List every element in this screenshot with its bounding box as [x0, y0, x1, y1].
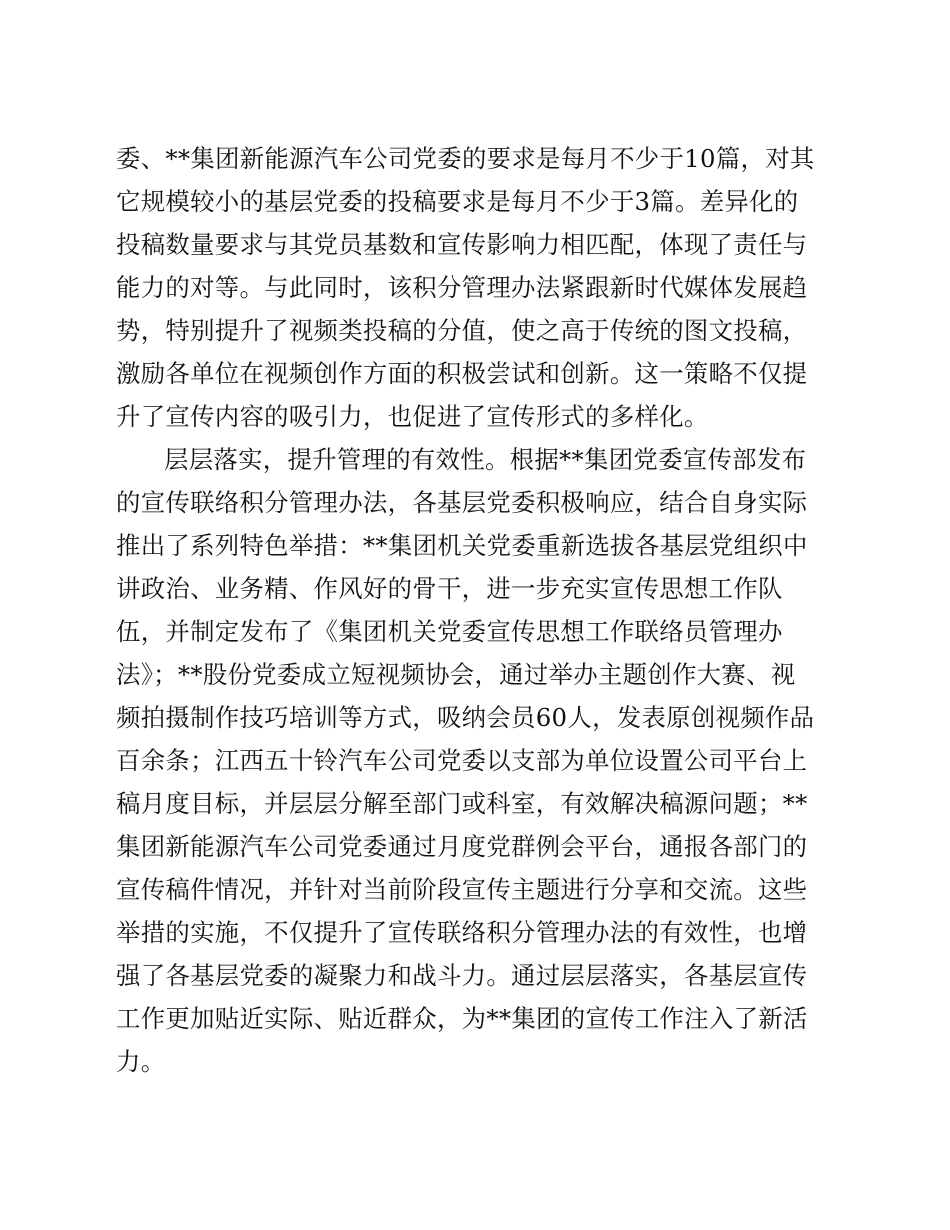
text-line: 强了各基层党委的凝聚力和战斗力。通过层层落实，各基层宣传	[116, 961, 808, 990]
text-line: 的宣传联络积分管理办法，各基层党委积极响应，结合自身实际	[116, 488, 808, 517]
text-line: 委、**集团新能源汽车公司党委的要求是每月不少于10篇，对其	[116, 144, 815, 173]
text-line: 工作更加贴近实际、贴近群众，为**集团的宣传工作注入了新活	[116, 1004, 808, 1033]
text-line: 法》；**股份党委成立短视频协会，通过举办主题创作大赛、视	[116, 660, 796, 689]
text-line: 讲政治、业务精、作风好的骨干，进一步充实宣传思想工作队	[116, 574, 783, 603]
text-line: 升了宣传内容的吸引力，也促进了宣传形式的多样化。	[116, 402, 709, 431]
text-line: 能力的对等。与此同时，该积分管理办法紧跟新时代媒体发展趋	[116, 273, 808, 302]
text-line: 集团新能源汽车公司党委通过月度党群例会平台，通报各部门的	[116, 832, 808, 861]
text-line: 举措的实施，不仅提升了宣传联络积分管理办法的有效性，也增	[116, 918, 808, 947]
text-line: 频拍摄制作技巧培训等方式，吸纳会员60人，发表原创视频作品	[116, 703, 815, 732]
text-line: 投稿数量要求与其党员基数和宣传影响力相匹配，体现了责任与	[116, 230, 808, 259]
paragraph-start-line: 层层落实，提升管理的有效性。根据**集团党委宣传部发布	[164, 445, 807, 474]
text-line: 它规模较小的基层党委的投稿要求是每月不少于3篇。差异化的	[116, 187, 799, 216]
text-line: 激励各单位在视频创作方面的积极尝试和创新。这一策略不仅提	[116, 359, 808, 388]
text-line: 稿月度目标，并层层分解至部门或科室，有效解决稿源问题；**	[116, 789, 808, 818]
text-line: 势，特别提升了视频类投稿的分值，使之高于传统的图文投稿，	[116, 316, 808, 345]
text-line: 伍，并制定发布了《集团机关党委宣传思想工作联络员管理办	[116, 617, 783, 646]
text-line: 宣传稿件情况，并针对当前阶段宣传主题进行分享和交流。这些	[116, 875, 808, 904]
text-line: 力。	[116, 1047, 166, 1076]
text-line: 百余条；江西五十铃汽车公司党委以支部为单位设置公司平台上	[116, 746, 808, 775]
text-line: 推出了系列特色举措：**集团机关党委重新选拔各基层党组织中	[116, 531, 808, 560]
